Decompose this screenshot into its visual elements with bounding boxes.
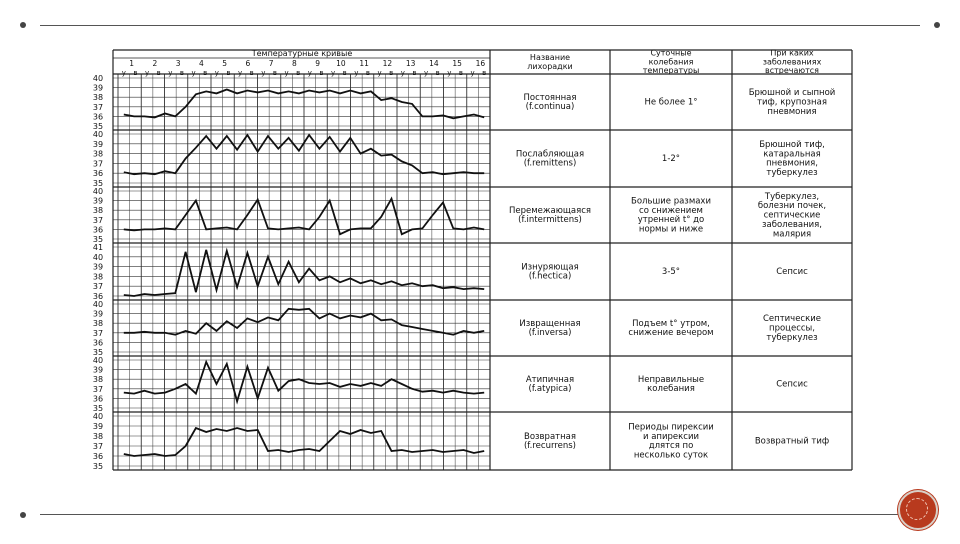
day-number: 1 — [129, 59, 135, 68]
scale-label: 40 — [92, 300, 104, 309]
scale-label: 38 — [92, 272, 104, 282]
scale-label: 40 — [92, 187, 104, 196]
scale-label: 40 — [92, 74, 104, 83]
time-mark-morning: у — [168, 69, 173, 77]
scale-label: 39 — [92, 196, 104, 206]
scale-label: 36 — [92, 338, 104, 348]
scale-label: 35 — [92, 404, 104, 413]
day-number: 7 — [268, 59, 274, 68]
fever-daily-range: Большие размахи со снижением утренней t° до нормы и ниже — [630, 196, 712, 235]
day-number: 15 — [452, 59, 462, 68]
scale-label: 39 — [92, 262, 104, 272]
day-number: 10 — [336, 59, 346, 68]
fever-name: Послабляющая (f.remittens) — [515, 149, 585, 169]
day-number: 11 — [359, 59, 369, 68]
day-number: 4 — [198, 59, 204, 68]
scale-label: 36 — [92, 292, 104, 301]
scale-label: 36 — [92, 394, 104, 404]
fever-diseases: Брюшной и сыпной тиф, крупозная пневмония — [748, 88, 836, 117]
scale-label: 39 — [92, 422, 104, 431]
day-number: 12 — [382, 59, 393, 68]
time-mark-morning: у — [307, 69, 312, 77]
time-mark-morning: у — [400, 69, 405, 77]
scale-label: 37 — [92, 102, 104, 112]
scale-label: 38 — [92, 206, 104, 216]
time-mark-evening: в — [342, 69, 347, 77]
scale-label: 40 — [92, 412, 104, 421]
time-mark-morning: у — [237, 69, 243, 77]
fever-daily-range: Подъем t° утром, снижение вечером — [628, 318, 714, 339]
time-mark-morning: у — [284, 69, 289, 77]
scale-label: 40 — [92, 356, 104, 365]
scale-label: 38 — [92, 432, 104, 441]
fever-name: Перемежающаяся (f.intermittens) — [508, 205, 592, 226]
time-mark-morning: у — [423, 69, 429, 77]
fever-name: Постоянная (f.continua) — [523, 92, 577, 113]
scale-label: 38 — [92, 319, 104, 329]
fever-diseases: Сепсис — [776, 267, 808, 278]
fever-name: Извращенная (f.inversa) — [519, 318, 581, 339]
header-daily-title: Суточные колебания температуры — [642, 48, 700, 76]
scale-label: 36 — [92, 452, 104, 461]
time-mark-evening: в — [156, 69, 161, 77]
time-mark-evening: в — [389, 69, 394, 77]
header-curves-title: Температурные кривые — [251, 49, 353, 58]
header-name-title: Название лихорадки — [527, 53, 573, 71]
scale-label: 38 — [92, 149, 104, 159]
time-mark-evening: в — [458, 69, 464, 77]
scale-label: 38 — [92, 375, 104, 385]
fever-daily-range: 3-5° — [661, 267, 681, 278]
time-mark-morning: у — [191, 69, 196, 77]
fever-daily-range: 1-2° — [661, 154, 681, 165]
scale-label: 35 — [92, 462, 104, 471]
scale-label: 37 — [92, 215, 104, 225]
time-mark-morning: у — [144, 69, 150, 77]
fever-diseases: Септические процессы, туберкулез — [762, 314, 822, 343]
time-mark-evening: в — [179, 69, 185, 77]
scale-label: 39 — [92, 309, 104, 319]
scale-label: 37 — [92, 282, 104, 292]
day-number: 8 — [291, 59, 297, 68]
fever-daily-range: Периоды пирексии и апирексии длятся по несколько суток — [628, 422, 714, 461]
day-number: 5 — [222, 59, 228, 68]
scale-label: 36 — [92, 112, 104, 122]
header-diseases-title: При каких заболеваниях встречаются — [762, 48, 822, 76]
day-number: 16 — [475, 59, 486, 68]
fever-diseases: Туберкулез, болезни почек, септические заболевания, малярия — [757, 191, 827, 240]
time-mark-evening: в — [203, 69, 208, 77]
scale-label: 35 — [92, 235, 104, 244]
scale-label: 39 — [92, 83, 104, 93]
scale-label: 37 — [92, 328, 104, 338]
time-mark-morning: у — [354, 69, 359, 77]
scale-label: 40 — [92, 252, 104, 262]
day-number: 14 — [429, 59, 439, 68]
fever-name: Возвратная (f.recurrens) — [523, 431, 577, 452]
time-mark-evening: в — [482, 69, 487, 77]
time-mark-morning: у — [121, 69, 126, 77]
day-number: 9 — [315, 59, 321, 68]
time-mark-evening: в — [249, 69, 254, 77]
day-number: 2 — [152, 59, 158, 68]
scale-label: 35 — [92, 122, 104, 131]
scale-label: 39 — [92, 365, 104, 375]
day-number: 13 — [405, 59, 416, 68]
scale-label: 36 — [92, 225, 104, 235]
time-mark-morning: у — [377, 69, 382, 77]
chart-grid — [113, 74, 490, 470]
time-mark-morning: у — [330, 69, 336, 77]
fever-diseases: Брюшной тиф, катаральная пневмония, туберкулез — [759, 140, 825, 179]
time-mark-evening: в — [435, 69, 440, 77]
time-mark-evening: в — [412, 69, 417, 77]
fever-name: Изнуряющая (f.hectica) — [521, 262, 579, 282]
scale-label: 41 — [92, 243, 104, 252]
scale-label: 39 — [92, 139, 104, 149]
time-mark-evening: в — [365, 69, 371, 77]
time-mark-evening: в — [272, 69, 278, 77]
day-number: 6 — [245, 59, 251, 68]
scale-label: 37 — [92, 442, 104, 451]
scale-label: 37 — [92, 159, 104, 169]
scale-label: 36 — [92, 169, 104, 179]
fever-daily-range: Не более 1° — [644, 97, 698, 108]
time-mark-morning: у — [214, 69, 219, 77]
scale-label: 40 — [92, 130, 104, 139]
decorative-seal-icon — [898, 490, 938, 530]
fever-daily-range: Неправильные колебания — [637, 374, 705, 395]
time-mark-evening: в — [296, 69, 301, 77]
scale-label: 38 — [92, 93, 104, 103]
time-mark-morning: у — [447, 69, 452, 77]
time-mark-morning: у — [261, 69, 266, 77]
fever-name: Атипичная (f.atypica) — [525, 374, 575, 395]
day-number: 3 — [175, 59, 181, 68]
time-mark-evening: в — [319, 69, 324, 77]
scale-label: 35 — [92, 348, 104, 357]
scale-label: 37 — [92, 384, 104, 394]
fever-diseases: Сепсис — [776, 379, 808, 390]
time-mark-evening: в — [133, 69, 138, 77]
time-mark-morning: у — [470, 69, 475, 77]
fever-diseases: Возвратный тиф — [754, 436, 830, 447]
scale-label: 35 — [92, 179, 104, 188]
time-mark-evening: в — [226, 69, 231, 77]
